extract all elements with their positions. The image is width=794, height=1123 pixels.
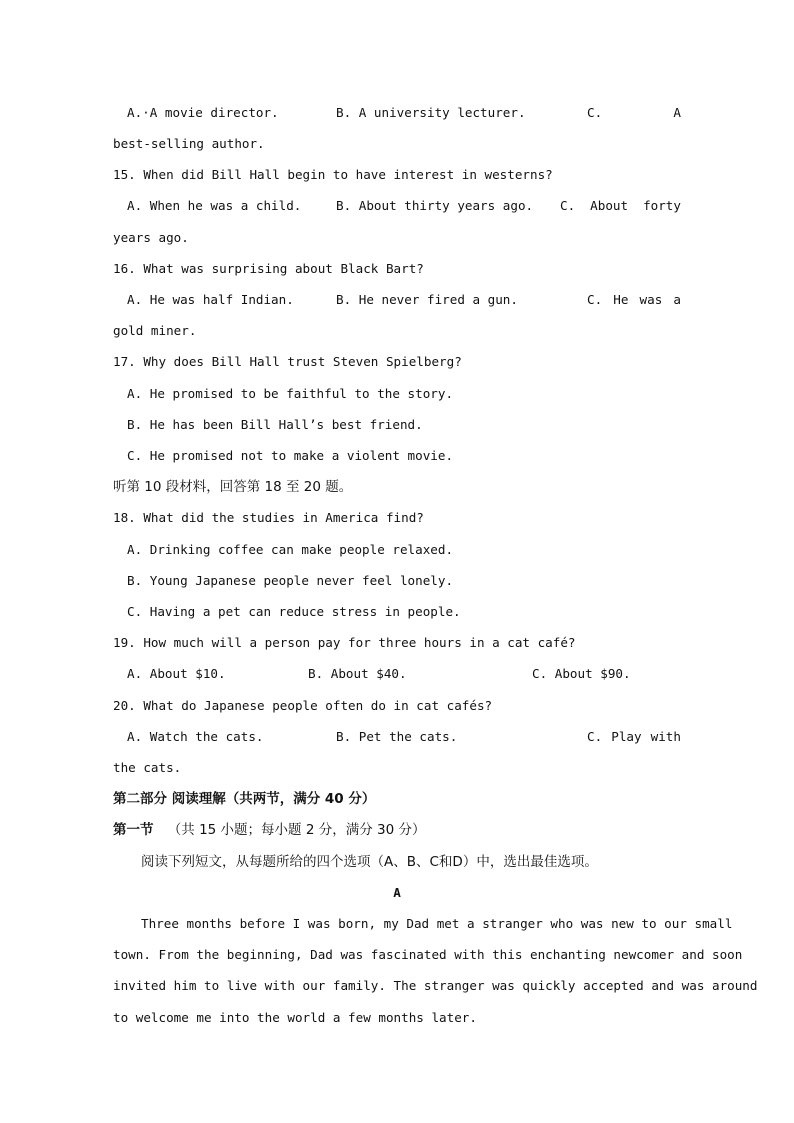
reading-instruction: 阅读下列短文，从每题所给的四个选项（A、B、C和D）中，选出最佳选项。	[141, 854, 598, 870]
q18-option-b: B. Young Japanese people never feel lonely.	[127, 573, 454, 588]
passage-line: invited him to live with our family. The stranger was quickly accepted and was around	[113, 978, 758, 993]
section1-header	[113, 820, 681, 840]
q20-option-c-word: with	[650, 729, 681, 744]
q16-option-c-continued: gold miner.	[113, 323, 197, 338]
q17-option-a: A. He promised to be faithful to the story.	[127, 386, 454, 401]
section1-title: 第一节	[113, 822, 154, 838]
q15-options-row	[113, 196, 681, 216]
q17-option-c: C. He promised not to make a violent movie.	[127, 448, 454, 463]
q14-option-c-continued: best-selling author.	[113, 136, 265, 151]
q16-options-row	[113, 290, 681, 310]
q15-option-a: A. When he was a child.	[127, 198, 302, 213]
q16-question: 16. What was surprising about Black Bart?	[113, 261, 424, 276]
q15-question: 15. When did Bill Hall begin to have interest in westerns?	[113, 167, 553, 182]
q19-question: 19. How much will a person pay for three hours in a cat café?	[113, 635, 576, 650]
q18-option-c: C. Having a pet can reduce stress in people.	[127, 604, 461, 619]
q17-question: 17. Why does Bill Hall trust Steven Spielberg?	[113, 354, 462, 369]
q19-options-row	[113, 664, 681, 684]
q16-option-c-word: was	[639, 292, 663, 307]
section1-note: （共 15 小题；每小题 2 分，满分 30 分）	[167, 822, 426, 838]
q15-option-c-word: About	[590, 198, 629, 213]
q14-option-a: A.·A movie director.	[127, 105, 279, 120]
q15-option-c-word: C.	[560, 198, 576, 213]
passage-line: town. From the beginning, Dad was fascinated with this enchanting newcomer and soon	[113, 947, 743, 962]
q16-option-a: A. He was half Indian.	[127, 292, 294, 307]
q16-option-c-word: C.	[587, 292, 603, 307]
q16-option-c-word: He	[613, 292, 629, 307]
q14-option-c-letter: C.	[587, 105, 603, 120]
passage-line: Three months before I was born, my Dad met a stranger who was new to our small	[141, 916, 733, 931]
passage-line: to welcome me into the world a few months later.	[113, 1010, 477, 1025]
q15-option-b: B. About thirty years ago.	[336, 198, 534, 213]
q18-option-a: A. Drinking coffee can make people relaxed.	[127, 542, 454, 557]
q20-option-b: B. Pet the cats.	[336, 729, 458, 744]
passage-letter: A	[393, 885, 401, 900]
q18-question: 18. What did the studies in America find?	[113, 510, 424, 525]
q15-option-c-word: forty	[643, 198, 681, 213]
q14-option-b: B. A university lecturer.	[336, 105, 526, 120]
q20-question: 20. What do Japanese people often do in cat cafés?	[113, 698, 493, 713]
q19-option-a: A. About $10.	[127, 666, 226, 681]
q20-option-a: A. Watch the cats.	[127, 729, 264, 744]
q19-option-b: B. About $40.	[308, 666, 407, 681]
q16-option-b: B. He never fired a gun.	[336, 292, 518, 307]
q15-option-c	[560, 196, 681, 216]
q20-option-c-continued: the cats.	[113, 760, 182, 775]
q17-option-b: B. He has been Bill Hall’s best friend.	[127, 417, 423, 432]
q20-option-c	[587, 727, 681, 747]
q20-option-c-word: Play	[611, 729, 642, 744]
section10-instruction: 听第 10 段材料，回答第 18 至 20 题。	[113, 479, 353, 495]
q19-option-c: C. About $90.	[532, 666, 631, 681]
q20-option-c-word: C.	[587, 729, 603, 744]
q14-option-c-first: A	[673, 105, 681, 120]
q20-options-row	[113, 727, 681, 747]
q14-options-row	[113, 103, 681, 123]
part2-title: 第二部分 阅读理解（共两节，满分 40 分）	[113, 791, 376, 807]
q16-option-c	[587, 290, 681, 310]
q16-option-c-word: a	[673, 292, 681, 307]
q15-option-c-continued: years ago.	[113, 230, 189, 245]
